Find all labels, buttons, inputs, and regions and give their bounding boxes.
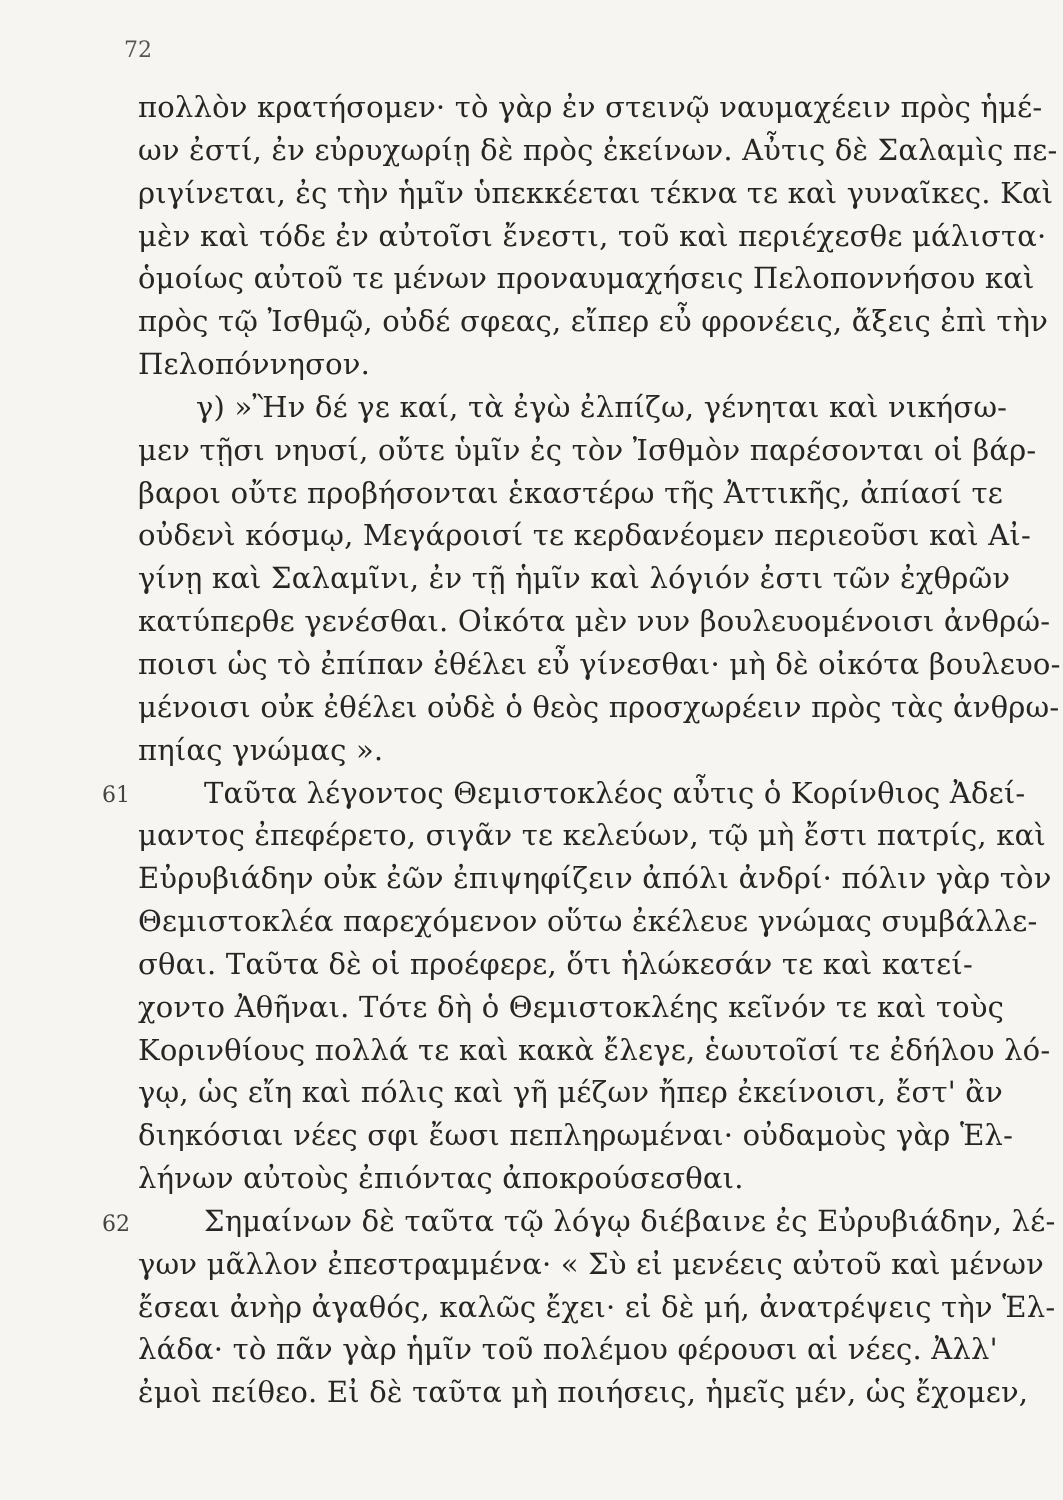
body-text	[138, 86, 1061, 1414]
text-line: Πελοπόννησον.	[138, 347, 371, 382]
text-line: ἐμοὶ πείθεο. Εἰ δὲ ταῦτα μὴ ποιήσεις, ἡμεῖς μέν, ὡς ἔχομεν,	[138, 1375, 1029, 1410]
text-line: μὲν καὶ τόδε ἐν αὐτοῖσι ἔνεστι, τοῦ καὶ περιέχεσθε μάλιστα·	[138, 218, 1047, 253]
text-line: ἔσεαι ἀνὴρ ἀγαθός, καλῶς ἔχει· εἰ δὲ μή, ἀνατρέψεις τὴν Ἑλ-	[138, 1289, 1056, 1324]
text-line: ποισι ὡς τὸ ἐπίπαν ἐθέλει εὖ γίνεσθαι· μὴ δὲ οἰκότα βουλευο-	[138, 646, 1061, 681]
section-number-62: 62	[102, 1212, 130, 1237]
text-line: λάδα· τὸ πᾶν γὰρ ἡμῖν τοῦ πολέμου φέρουσι αἱ νέες. Ἀλλ'	[138, 1332, 998, 1367]
text-line: βαροι οὔτε προβήσονται ἑκαστέρω τῆς Ἀττικῆς, ἀπίασί τε	[138, 475, 1003, 510]
text-line: διηκόσιαι νέες σφι ἔωσι πεπληρωμέναι· οὐδαμοὺς γὰρ Ἑλ-	[138, 1118, 1014, 1153]
text-line: γ) »Ἢν δέ γε καί, τὰ ἐγὼ ἐλπίζω, γένηται καὶ νικήσω-	[196, 389, 1008, 424]
text-line: πρὸς τῷ Ἰσθμῷ, οὐδέ σφεας, εἴπερ εὖ φρονέεις, ἄξεις ἐπὶ τὴν	[138, 304, 1049, 339]
text-line: σθαι. Ταῦτα δὲ οἱ προέφερε, ὅτι ἡλώκεσάν τε καὶ κατεί-	[138, 946, 973, 981]
text-line: κατύπερθε γενέσθαι. Οἰκότα μὲν νυν βουλευομένοισι ἀνθρώ-	[138, 604, 1051, 639]
text-line: ὁμοίως αὐτοῦ τε μένων προναυμαχήσεις Πελοποννήσου καὶ	[138, 261, 1035, 296]
text-line: ριγίνεται, ἐς τὴν ἡμῖν ὑπεκκέεται τέκνα τε καὶ γυναῖκες. Καὶ	[138, 175, 1054, 210]
text-line: Ταῦτα λέγοντος Θεμιστοκλέος αὖτις ὁ Κορίνθιος Ἀδεί-	[204, 775, 1026, 810]
text-line: Κορινθίους πολλά τε καὶ κακὰ ἔλεγε, ἑωυτοῖσί τε ἐδήλου λό-	[138, 1032, 1051, 1067]
text-line: γῳ, ὡς εἴη καὶ πόλις καὶ γῆ μέζων ἤπερ ἐκείνοισι, ἔστ' ἂν	[138, 1075, 1003, 1110]
text-line: γίνῃ καὶ Σαλαμῖνι, ἐν τῇ ἡμῖν καὶ λόγιόν ἐστι τῶν ἐχθρῶν	[138, 561, 1011, 596]
text-line: πολλὸν κρατήσομεν· τὸ γὰρ ἐν στεινῷ ναυμαχέειν πρὸς ἡμέ-	[138, 90, 1043, 124]
text-line: μαντος ἐπεφέρετο, σιγᾶν τε κελεύων, τῷ μὴ ἔστι πατρίς, καὶ	[138, 818, 1046, 853]
page-number: 72	[124, 38, 152, 63]
section-number-61: 61	[102, 783, 130, 808]
text-line: μεν τῇσι νηυσί, οὔτε ὑμῖν ἐς τὸν Ἰσθμὸν παρέσονται οἱ βάρ-	[138, 432, 1037, 467]
text-line: χοντο Ἀθῆναι. Τότε δὴ ὁ Θεμιστοκλέης κεῖνόν τε καὶ τοὺς	[138, 989, 1005, 1024]
text-line: Θεμιστοκλέα παρεχόμενον οὕτω ἐκέλευε γνώμας συμβάλλε-	[138, 904, 1038, 939]
text-line: ων ἐστί, ἐν εὐρυχωρίῃ δὲ πρὸς ἐκείνων. Αὖτις δὲ Σαλαμὶς πε-	[138, 132, 1058, 167]
text-line: γων μᾶλλον ἐπεστραμμένα· « Σὺ εἰ μενέεις αὐτοῦ καὶ μένων	[138, 1246, 1044, 1281]
text-line: μένοισι οὐκ ἐθέλει οὐδὲ ὁ θεὸς προσχωρέειν πρὸς τὰς ἀνθρω-	[138, 689, 1060, 724]
text-line: λήνων αὐτοὺς ἐπιόντας ἀποκρούσεσθαι.	[138, 1161, 744, 1196]
text-line: οὐδενὶ κόσμῳ, Μεγάροισί τε κερδανέομεν περιεοῦσι καὶ Αἰ-	[138, 518, 1031, 553]
text-line: Εὐρυβιάδην οὐκ ἐῶν ἐπιψηφίζειν ἀπόλι ἀνδρί· πόλιν γὰρ τὸν	[138, 861, 1052, 896]
text-line: πηίας γνώμας ».	[138, 732, 384, 767]
text-line: Σημαίνων δὲ ταῦτα τῷ λόγῳ διέβαινε ἐς Εὐρυβιάδην, λέ-	[204, 1203, 1056, 1238]
